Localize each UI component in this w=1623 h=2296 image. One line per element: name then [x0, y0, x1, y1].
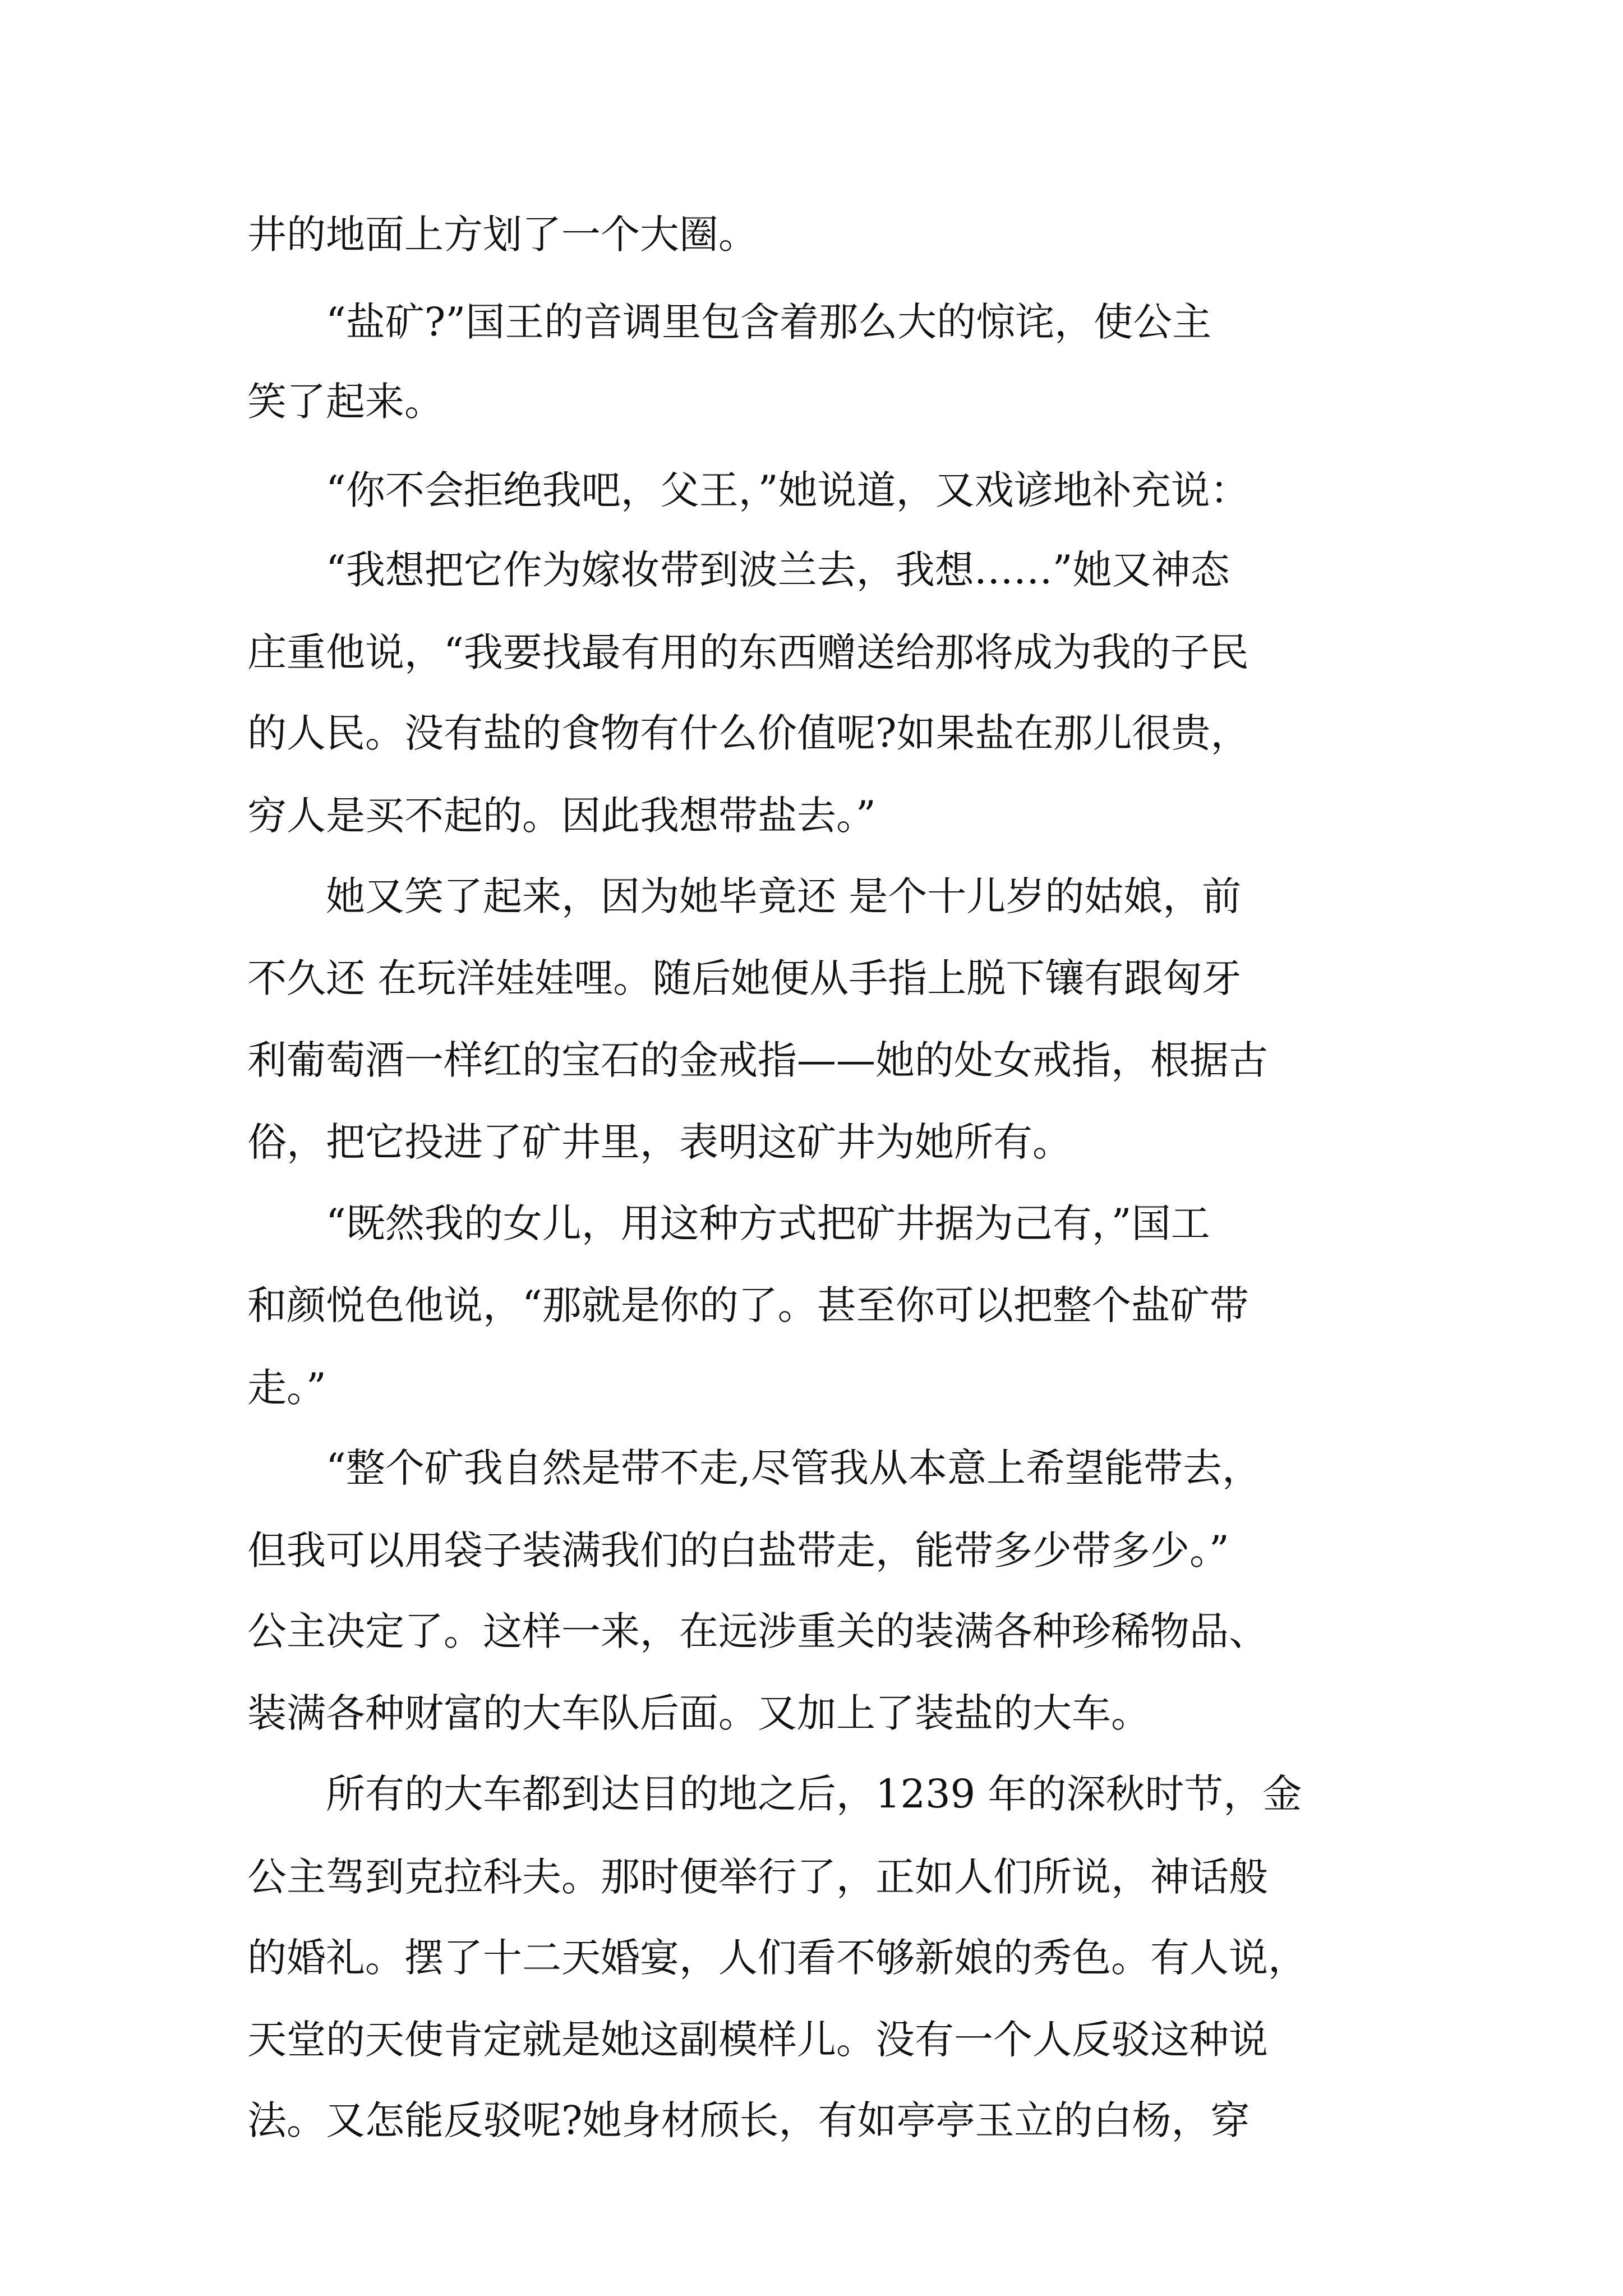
text-line: 的人民。没有盐的食物有什么价值呢?如果盐在那儿很贵，: [247, 710, 1250, 756]
text-line: 穷人是买不起的。因此我想带盐去。”: [247, 793, 876, 839]
text-line: 公主决定了。这样一来，在远涉重关的装满各种珍稀物品、: [247, 1608, 1268, 1654]
text-line: 和颜悦色他说，“那就是你的了。甚至你可以把整个盐矿带: [247, 1282, 1249, 1328]
text-line: “盐矿?”国王的音调里包含着那么大的惊诧，使公主: [247, 299, 1212, 345]
text-line: “我想把它作为嫁妆带到波兰去，我想……”她又神态: [247, 547, 1230, 593]
text-line: 利葡萄酒一样红的宝石的金戒指——她的处女戒指，根据古: [247, 1037, 1268, 1083]
text-line: 走。”: [247, 1365, 326, 1411]
text-line: 笑了起来。: [247, 379, 444, 425]
text-line: 的婚礼。摆了十二天婚宴，人们看不够新娘的秀色。有人说，: [247, 1935, 1307, 1981]
text-line: 所有的大车都到达目的地之后，1239 年的深秋时节，金: [247, 1771, 1302, 1817]
text-line: 但我可以用袋子装满我们的白盐带走，能带多少带多少。”: [247, 1527, 1229, 1573]
text-line: 她又笑了起来，因为她毕竟还 是个十儿岁的姑娘，前: [247, 873, 1242, 919]
text-line: 公主驾到克拉科夫。那时便举行了，正如人们所说，神话般: [247, 1854, 1268, 1900]
text-line: 不久还 在玩洋娃娃哩。随后她便从手指上脱下镶有跟匈牙: [247, 955, 1242, 1001]
text-line: 庄重他说，“我要找最有用的东西赠送给那将成为我的子民: [247, 629, 1249, 675]
text-line: “既然我的女儿，用这种方式把矿井据为己有，”国工: [247, 1200, 1210, 1246]
text-line: “你不会拒绝我吧，父王，”她说道，又戏谚地补充说：: [247, 467, 1249, 513]
text-line: 法。又怎能反驳呢?她身材颀长，有如亭亭玉立的白杨，穿: [247, 2097, 1250, 2143]
text-line: 天堂的天使肯定就是她这副模样儿。没有一个人反驳这种说: [247, 2017, 1268, 2063]
text-line: 装满各种财富的大车队后面。又加上了装盐的大车。: [247, 1690, 1150, 1736]
text-line: “整个矿我自然是带不走,尽管我从本意上希望能带去，: [247, 1445, 1262, 1491]
text-line: 井的地面上方划了一个大圈。: [247, 211, 758, 257]
text-line: 俗，把它投进了矿井里，表明这矿井为她所有。: [247, 1119, 1072, 1165]
